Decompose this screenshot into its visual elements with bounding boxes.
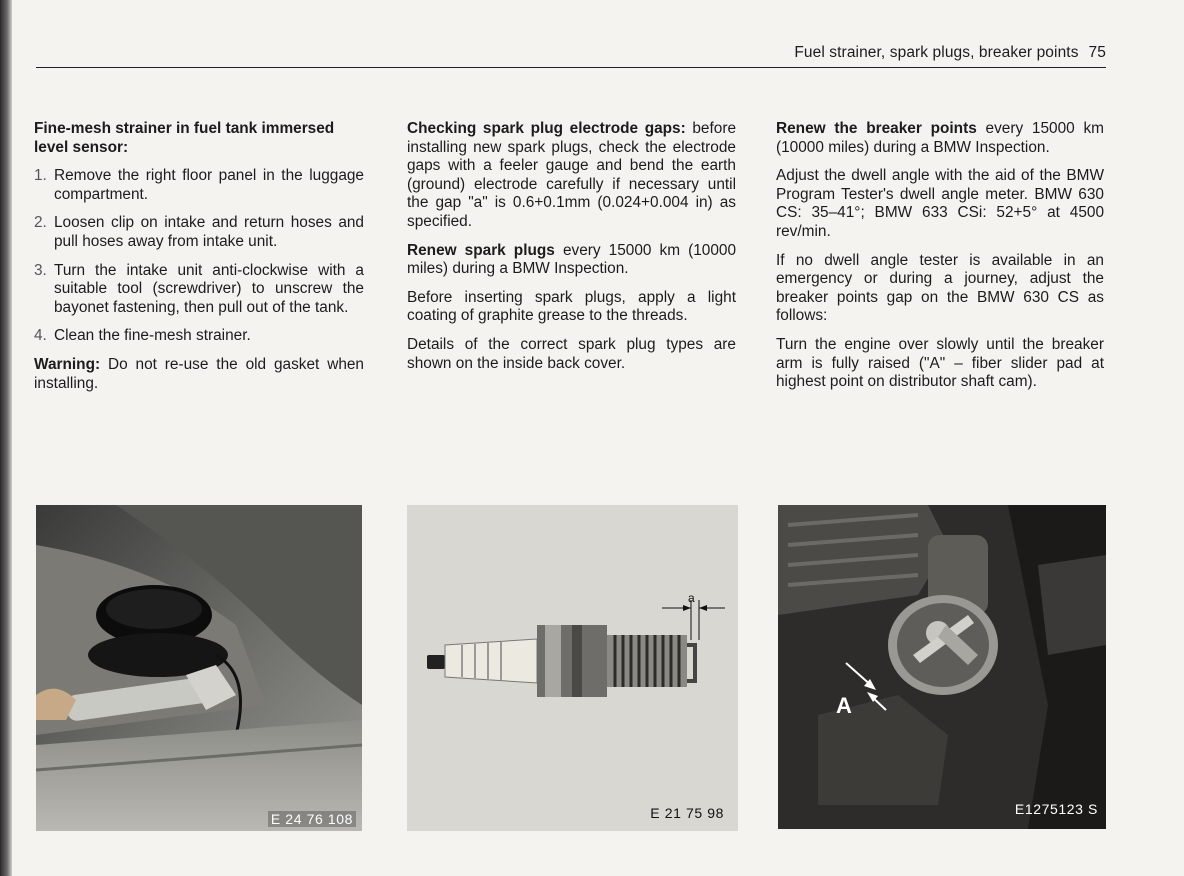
- gap-label: a: [688, 591, 696, 605]
- column-spark-plugs: [407, 120, 736, 383]
- figure-caption: E 24 76 108: [268, 811, 356, 827]
- distributor-photo-illustration: [778, 505, 1106, 829]
- warning-text: Do not re-use the old gasket when installing.: [34, 355, 364, 392]
- paragraph-renew-plugs: [407, 242, 736, 279]
- column-breaker-points: [776, 120, 1104, 402]
- step-4: [34, 327, 364, 346]
- paragraph-turn-engine: Turn the engine over slowly until the breaker arm is fully raised ("A" – fiber slider pad at highest point on distributor shaft cam).: [776, 335, 1104, 391]
- running-header: [746, 44, 1106, 62]
- step-text: Loosen clip on intake and return hoses and pull hoses away from intake unit.: [54, 214, 364, 250]
- figure-distributor: [778, 505, 1106, 829]
- label-A: A: [836, 693, 853, 718]
- step-text: Remove the right floor panel in the luggage compartment.: [54, 167, 364, 203]
- heading-electrode-gaps: Checking spark plug electrode gaps:: [407, 120, 686, 137]
- paragraph-text: every 15000 km (10000 miles) during a BMW Inspection.: [776, 120, 1104, 156]
- step-number: 3.: [34, 261, 47, 279]
- heading-renew-plugs: Renew spark plugs: [407, 241, 555, 259]
- column-fuel-strainer: [34, 120, 364, 403]
- book-binding-shadow: [0, 0, 12, 876]
- paragraph-emergency: If no dwell angle tester is available in an emergency or during a journey, adjust the breaker points gap on the BMW 630 CS as follows:: [776, 251, 1104, 325]
- paragraph-electrode-gaps: [407, 120, 736, 232]
- step-3: [34, 262, 364, 318]
- heading-renew-breaker-points: Renew the breaker points: [776, 120, 977, 137]
- paragraph-plug-types: Details of the correct spark plug types are shown on the inside back cover.: [407, 335, 736, 372]
- warning-paragraph: [34, 356, 364, 393]
- figure-spark-plug: [407, 505, 738, 831]
- paragraph-text: every 15000 km (10000 miles) during a BMW Inspection.: [407, 241, 737, 278]
- figure-caption: E1275123 S: [1014, 801, 1098, 817]
- paragraph-text: before installing new spark plugs, check the electrode gaps with a feeler gauge and bend the earth (ground) electrode carefully if necessary until the gap "a" is 0.6+0.1mm (0.024+0.004 in) as specified.: [407, 120, 737, 230]
- step-1: [34, 167, 364, 204]
- paragraph-graphite-grease: Before inserting spark plugs, apply a light coating of graphite grease to the threads.: [407, 288, 736, 325]
- header-rule: [36, 67, 1106, 68]
- figure-caption: E 21 75 98: [650, 805, 724, 821]
- header-title: Fuel strainer, spark plugs, breaker points: [794, 44, 1079, 61]
- section-heading-fuel-strainer: Fine-mesh strainer in fuel tank immersed level sensor:: [34, 120, 335, 156]
- warning-label: Warning:: [34, 355, 101, 373]
- step-number: 1.: [34, 167, 47, 185]
- spark-plug-illustration: [407, 505, 738, 831]
- step-number: 4.: [34, 327, 47, 345]
- step-text: Turn the intake unit anti-clockwise with a suitable tool (screwdriver) to unscrew the bayonet fastening, then pull out of the tank.: [54, 261, 364, 316]
- step-number: 2.: [34, 214, 47, 232]
- paragraph-renew-breaker-points: [776, 120, 1104, 157]
- fuel-tank-photo-illustration: [36, 505, 362, 831]
- step-text: Clean the fine-mesh strainer.: [54, 327, 251, 345]
- figure-fuel-tank-intake: [36, 505, 362, 831]
- step-2: [34, 214, 364, 251]
- page-number: 75: [1088, 44, 1106, 61]
- paragraph-dwell-angle: Adjust the dwell angle with the aid of the BMW Program Tester's dwell angle meter. BMW 630 CS: 35–41°; BMW 633 CSi: 52+5° at 4500 rev/min.: [776, 167, 1104, 240]
